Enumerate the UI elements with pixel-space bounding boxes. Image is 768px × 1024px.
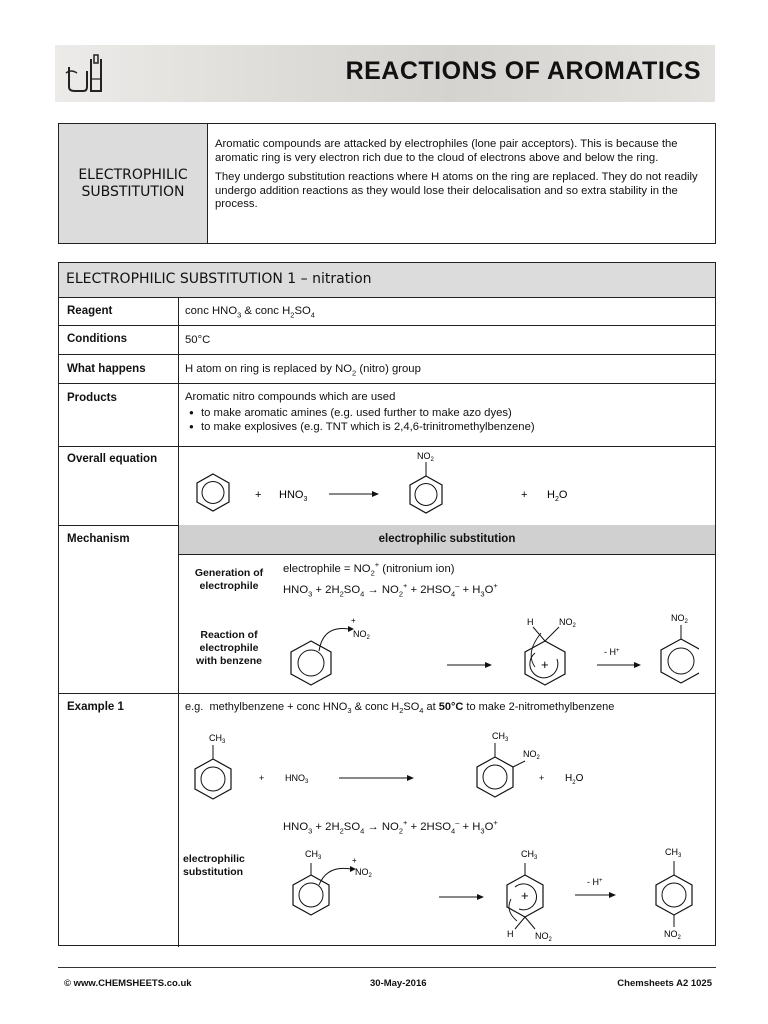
es-label: electrophilic substitution — [183, 853, 245, 878]
footer-reference: Chemsheets A2 1025 — [617, 978, 712, 989]
water-formula: $H_2O$ — [565, 773, 584, 786]
nitration-table — [58, 262, 716, 946]
example-overall-diagram — [179, 721, 715, 819]
products-intro: Aromatic nitro compounds which are used — [185, 391, 396, 403]
methylbenzene — [195, 733, 231, 799]
products-bullet: ● to make aromatic amines (e.g. used further to make azo dyes) — [185, 406, 705, 420]
plus-sign: + — [259, 773, 265, 783]
plus-sign: + — [521, 489, 528, 501]
mechanism-heading: electrophilic substitution — [179, 525, 715, 554]
example-electrophile-equation: $HNO_3 + 2H_2SO_4 \to NO_2^+ + 2HSO_4^- + H_3O^+$ — [283, 818, 498, 836]
intro-heading-line2: SUBSTITUTION — [81, 183, 185, 200]
svg-text:CH3: $CH_3$ — [521, 849, 538, 861]
column-divider — [178, 297, 179, 947]
svg-text:NO2: $NO_2$ — [523, 749, 540, 761]
intro-text — [215, 138, 705, 218]
nitromethylbenzene — [477, 731, 541, 797]
row-divider — [179, 554, 715, 555]
proton-loss: - H+ — [604, 647, 620, 657]
svg-text:CH3: $CH_3$ — [209, 733, 226, 745]
reaction-arrow — [339, 775, 414, 781]
plus-sign: + — [539, 773, 545, 783]
what-happens-value: H atom on ring is replaced by $NO_2$ (nitro) group — [185, 363, 421, 378]
arenium-intermediate — [507, 849, 553, 943]
benzene-ring — [197, 474, 229, 511]
reaction-label: Reaction of electrophile with benzene — [196, 629, 262, 667]
mechanism-label: Mechanism — [67, 533, 130, 545]
4-nitromethylbenzene — [656, 847, 692, 941]
row-divider — [59, 297, 715, 298]
page-title: REACTIONS OF AROMATICS — [345, 57, 701, 85]
what-happens-label: What happens — [67, 363, 146, 375]
electrophile-generation-equation: $HNO_3 + 2H_2SO_4 \to NO_2^+ + 2HSO_4^- + H_3O^+$ — [283, 581, 498, 599]
overall-equation-label: Overall equation — [67, 453, 158, 465]
plus-sign: + — [255, 489, 262, 501]
footer-date: 30-May-2016 — [370, 978, 427, 989]
svg-text:NO2: $NO_2$ — [535, 931, 552, 943]
reaction-arrow — [575, 892, 616, 898]
conditions-value: 50°C — [185, 334, 211, 346]
products-bullet: ● to make explosives (e.g. TNT which is 2,4,6-trinitromethylbenzene) — [185, 420, 705, 434]
nitrobenzene — [661, 613, 699, 683]
svg-text:H: H — [527, 617, 534, 627]
charge-plus: + — [351, 616, 356, 625]
reagent-formula: $HNO_3$ — [279, 489, 308, 503]
methylbenzene — [293, 849, 329, 915]
svg-text:CH3: $CH_3$ — [305, 849, 322, 861]
example-mechanism-diagram — [279, 841, 699, 943]
svg-text:NO2: $NO_2$ — [671, 613, 688, 625]
example-label: Example 1 — [67, 701, 124, 713]
charge-plus: + — [352, 856, 357, 865]
electrophile-definition: electrophile = $NO_2^+$ (nitronium ion) — [283, 560, 455, 578]
intro-heading-line1: ELECTROPHILIC — [78, 166, 188, 183]
section-title: ELECTROPHILIC SUBSTITUTION 1 – nitration — [66, 271, 372, 287]
water-formula: $H_2O$ — [547, 489, 568, 503]
svg-text:H: H — [507, 929, 514, 939]
row-divider — [59, 354, 715, 355]
svg-text:NO2: $NO_2$ — [664, 929, 681, 941]
svg-text:CH3: $CH_3$ — [492, 731, 509, 743]
reagent-value: conc $HNO_3$ & conc $H_2SO_4$ — [185, 305, 315, 320]
overall-equation-diagram — [179, 447, 715, 525]
footer-divider — [58, 967, 716, 968]
svg-text:+: + — [541, 657, 549, 672]
arenium-intermediate — [525, 617, 577, 685]
proton-loss: - H+ — [587, 877, 603, 887]
intro-para-2: They undergo substitution reactions where H atoms on the ring are replaced. They do not readily undergo addition reactions as they would lose their delocalisation and so extra stability in the process. — [215, 171, 698, 210]
products-value — [185, 391, 705, 434]
reaction-arrow — [329, 491, 379, 497]
nitrobenzene — [410, 451, 442, 513]
reaction-arrow — [439, 894, 484, 900]
intro-box — [58, 123, 716, 244]
svg-text:NO2: $NO_2$ — [417, 451, 434, 463]
svg-text:+: + — [521, 888, 529, 903]
example-description: e.g. methylbenzene + conc $HNO_3$ & conc $H_2SO_4$ at 50°C to make 2-nitromethylbenzene — [185, 701, 615, 716]
intro-para-1: Aromatic compounds are attacked by electrophiles (lone pair acceptors). This is because the aromatic ring is very electron rich due to the cloud of electrons above and below the ring. — [215, 138, 678, 164]
glassware-icon — [63, 51, 109, 97]
generation-label: Generation of electrophile — [194, 567, 264, 592]
footer-website: © www.CHEMSHEETS.co.uk — [64, 978, 192, 989]
header-banner — [55, 45, 715, 102]
products-label: Products — [67, 392, 117, 404]
reaction-arrow — [597, 662, 641, 668]
reaction-arrow — [447, 662, 492, 668]
svg-text:NO2: $NO_2$ — [559, 617, 576, 629]
nitronium: $NO_2$ — [353, 629, 370, 641]
row-divider — [59, 325, 715, 326]
reagent-formula: $HNO_3$ — [285, 773, 309, 785]
products-list — [185, 406, 705, 434]
mechanism-diagram — [279, 603, 699, 693]
row-divider — [59, 693, 715, 694]
benzene-ring — [291, 641, 331, 685]
conditions-label: Conditions — [67, 333, 128, 345]
row-divider — [59, 383, 715, 384]
svg-text:CH3: $CH_3$ — [665, 847, 682, 859]
intro-heading — [59, 124, 208, 243]
nitronium: $NO_2$ — [355, 867, 372, 879]
reagent-label: Reagent — [67, 305, 113, 317]
